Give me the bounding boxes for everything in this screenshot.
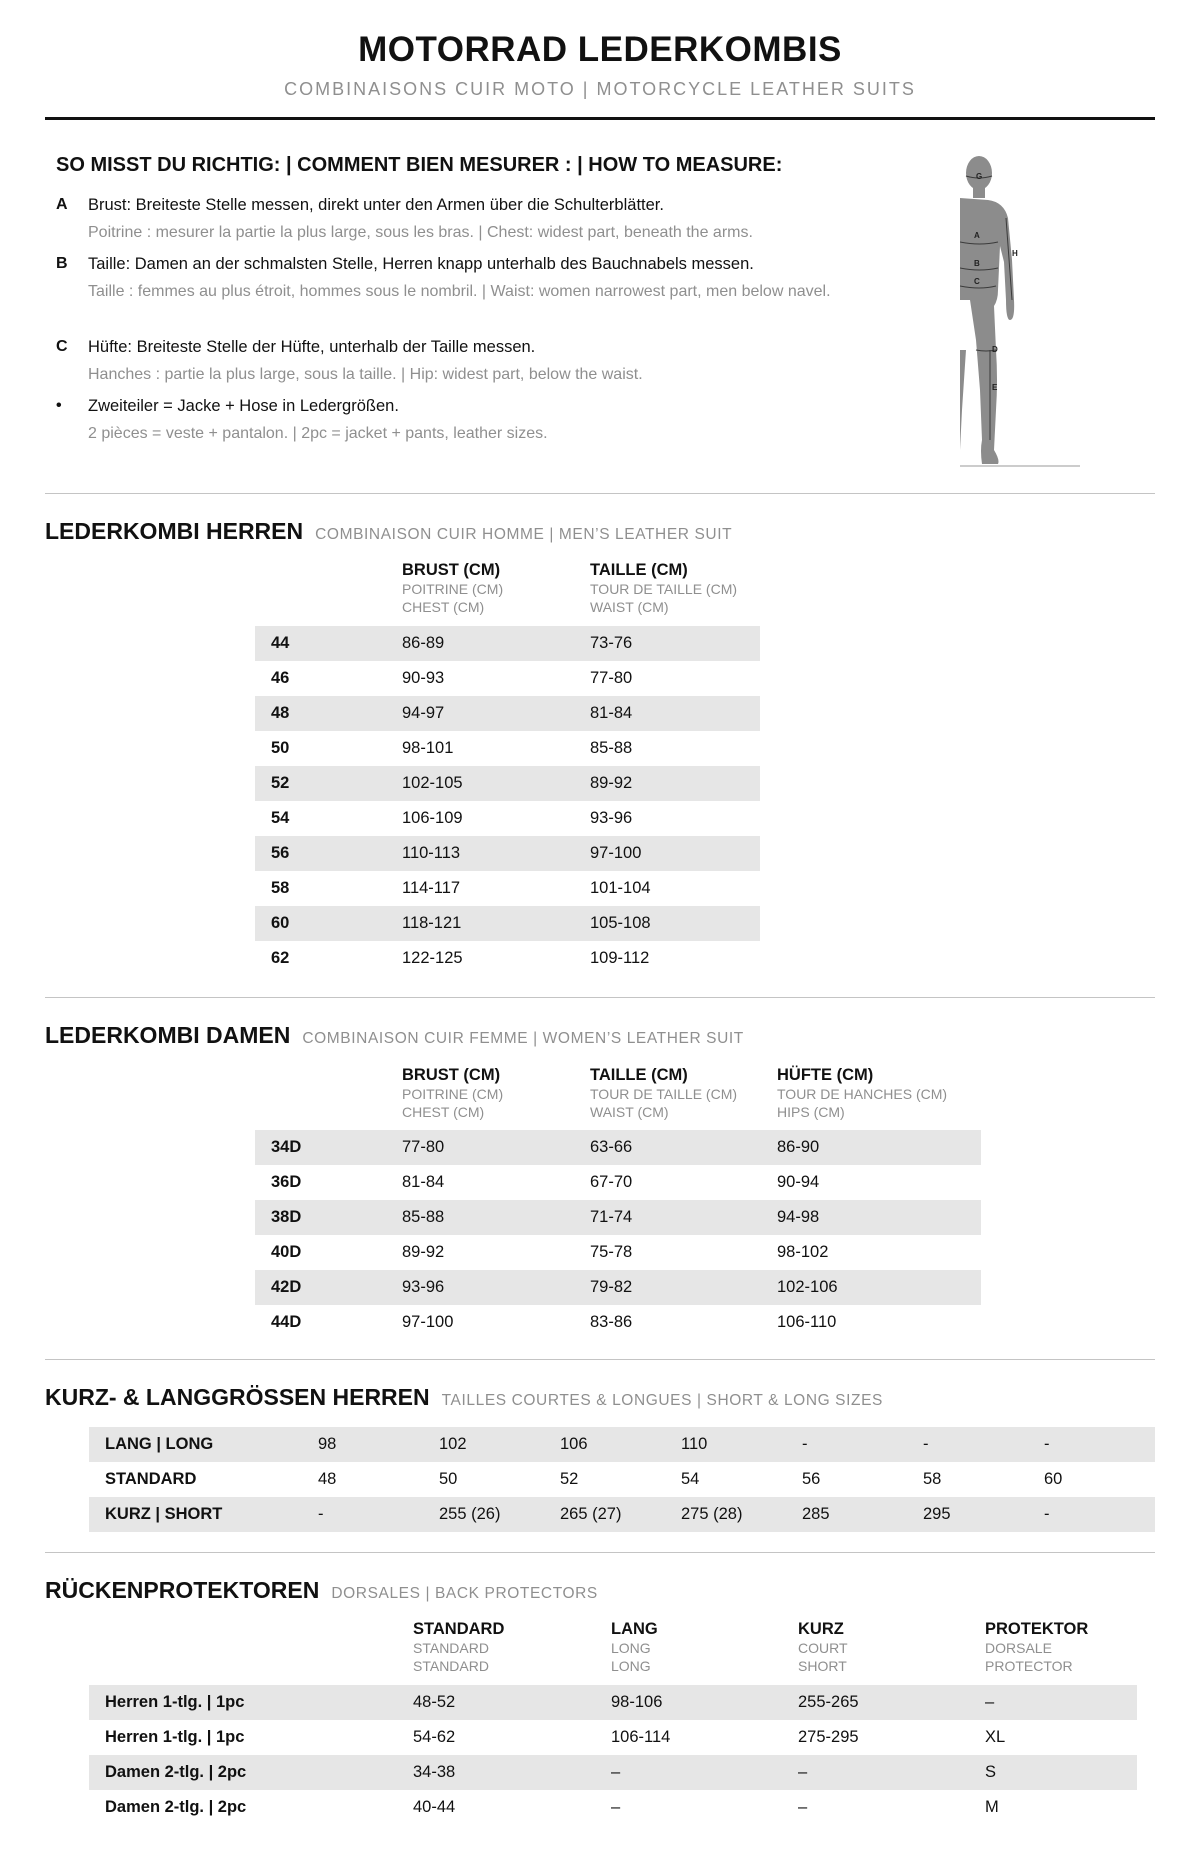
column-header-en: SHORT — [798, 1658, 847, 1674]
chest-cell: 110-113 — [402, 844, 461, 862]
size-cell: 36D — [271, 1173, 302, 1191]
protectors-col-standard — [413, 1620, 504, 1675]
waist-cell: 75-78 — [590, 1243, 633, 1261]
measure-heading: SO MISST DU RICHTIG: | COMMENT BIEN MESURER : | HOW TO MEASURE: — [56, 154, 783, 176]
size-cell: 56 — [271, 844, 290, 862]
column-header-en: LONG — [611, 1658, 651, 1674]
column-header-en: PROTECTOR — [985, 1658, 1073, 1674]
measure-translation: 2 pièces = veste + pantalon. | 2pc = jacket + pants, leather sizes. — [88, 425, 548, 442]
value-cell: 58 — [923, 1470, 942, 1488]
column-header-en: WAIST (CM) — [590, 599, 669, 615]
measure-text: Zweiteiler = Jacke + Hose in Ledergrößen. — [88, 397, 399, 415]
size-cell: 58 — [271, 879, 290, 897]
hips-cell: 90-94 — [777, 1173, 820, 1191]
table-row — [255, 661, 760, 696]
standard-cell: 34-38 — [413, 1763, 456, 1781]
protector-cell: – — [985, 1693, 995, 1711]
waist-cell: 79-82 — [590, 1278, 633, 1296]
column-header: TAILLE (CM) — [590, 561, 688, 579]
column-header: KURZ — [798, 1620, 844, 1638]
women-subtitle: COMBINAISON CUIR FEMME | WOMEN’S LEATHER SUIT — [302, 1030, 744, 1047]
column-header-fr: TOUR DE TAILLE (CM) — [590, 581, 738, 597]
size-cell: 60 — [271, 914, 290, 932]
waist-cell: 89-92 — [590, 774, 633, 792]
value-cell: - — [1044, 1435, 1050, 1453]
short-cell: – — [798, 1798, 808, 1816]
protectors-col-long — [611, 1620, 658, 1675]
chest-cell: 86-89 — [402, 634, 445, 652]
figure-label-c: C — [974, 277, 980, 286]
table-row — [255, 696, 760, 731]
value-cell: 106 — [560, 1435, 588, 1453]
size-cell: 46 — [271, 669, 290, 687]
chest-cell: 106-109 — [402, 809, 463, 827]
value-cell: 102 — [439, 1435, 467, 1453]
column-header-fr: TOUR DE TAILLE (CM) — [590, 1086, 738, 1102]
waist-cell: 73-76 — [590, 634, 633, 652]
value-cell: 52 — [560, 1470, 579, 1488]
value-cell: 110 — [681, 1435, 708, 1453]
section-divider — [45, 493, 1155, 494]
waist-cell: 109-112 — [590, 949, 650, 967]
waist-cell: 81-84 — [590, 704, 633, 722]
value-cell: 98 — [318, 1435, 337, 1453]
table-row — [255, 1270, 981, 1305]
measure-letter: B — [56, 255, 68, 272]
size-cell: 50 — [271, 739, 290, 757]
chest-cell: 81-84 — [402, 1173, 445, 1191]
chest-cell: 98-101 — [402, 739, 454, 757]
chest-cell: 89-92 — [402, 1243, 445, 1261]
row-label: Herren 1-tlg. | 1pc — [105, 1728, 245, 1746]
table-row — [255, 941, 760, 976]
protector-cell: S — [985, 1763, 997, 1781]
column-header-en: CHEST (CM) — [402, 1104, 485, 1120]
value-cell: 50 — [439, 1470, 458, 1488]
table-row — [255, 731, 760, 766]
protectors-subtitle: DORSALES | BACK PROTECTORS — [331, 1585, 598, 1602]
table-row — [89, 1497, 1155, 1532]
chest-cell: 85-88 — [402, 1208, 445, 1226]
row-label: Damen 2-tlg. | 2pc — [105, 1763, 247, 1781]
long-cell: – — [611, 1798, 621, 1816]
column-header-fr: DORSALE — [985, 1640, 1052, 1656]
measure-letter: C — [56, 338, 68, 355]
value-cell: 265 (27) — [560, 1505, 622, 1523]
standard-cell: 40-44 — [413, 1798, 456, 1816]
women-section-title — [45, 1022, 744, 1049]
lengths-section-title — [45, 1384, 883, 1411]
table-row — [255, 1130, 981, 1165]
waist-cell: 63-66 — [590, 1138, 633, 1156]
column-header-fr: POITRINE (CM) — [402, 1086, 504, 1102]
value-cell: 285 — [802, 1505, 830, 1523]
figure-label-e: E — [992, 383, 998, 392]
chest-cell: 90-93 — [402, 669, 445, 687]
hips-cell: 86-90 — [777, 1138, 820, 1156]
value-cell: 54 — [681, 1470, 700, 1488]
women-title: LEDERKOMBI DAMEN — [45, 1022, 291, 1048]
size-cell: 48 — [271, 704, 290, 722]
hips-cell: 102-106 — [777, 1278, 838, 1296]
protectors-title: RÜCKENPROTEKTOREN — [45, 1577, 320, 1603]
men-size-table — [255, 626, 760, 976]
table-row — [255, 1200, 981, 1235]
hips-cell: 106-110 — [777, 1313, 837, 1331]
chest-cell: 97-100 — [402, 1313, 454, 1331]
table-row — [255, 1305, 981, 1340]
section-divider — [45, 1359, 1155, 1360]
figure-label-d: D — [992, 345, 998, 354]
column-header-en: CHEST (CM) — [402, 599, 485, 615]
row-label: STANDARD — [105, 1470, 197, 1488]
chest-cell: 77-80 — [402, 1138, 445, 1156]
bullet-icon: • — [56, 397, 62, 414]
column-header-en: WAIST (CM) — [590, 1104, 669, 1120]
figure-label-a: A — [974, 231, 980, 240]
waist-cell: 71-74 — [590, 1208, 633, 1226]
table-row — [89, 1427, 1155, 1462]
figure-label-g: G — [976, 172, 983, 181]
column-header: LANG — [611, 1620, 658, 1638]
figure-label-h: H — [1012, 249, 1018, 258]
section-divider — [45, 997, 1155, 998]
column-header-en: HIPS (CM) — [777, 1104, 845, 1120]
long-cell: 98-106 — [611, 1693, 663, 1711]
table-row — [255, 1165, 981, 1200]
waist-cell: 93-96 — [590, 809, 633, 827]
size-cell: 54 — [271, 809, 290, 827]
protectors-table — [89, 1685, 1137, 1825]
value-cell: - — [923, 1435, 929, 1453]
value-cell: 48 — [318, 1470, 337, 1488]
women-col-hips — [777, 1066, 947, 1121]
short-cell: 255-265 — [798, 1693, 859, 1711]
table-row — [255, 801, 760, 836]
short-cell: – — [798, 1763, 808, 1781]
chest-cell: 122-125 — [402, 949, 463, 967]
protector-cell: XL — [985, 1728, 1006, 1746]
hips-cell: 98-102 — [777, 1243, 829, 1261]
measure-translation: Hanches : partie la plus large, sous la taille. | Hip: widest part, below the waist. — [88, 366, 643, 383]
value-cell: - — [802, 1435, 808, 1453]
column-header-fr: STANDARD — [413, 1640, 489, 1656]
measure-text: Hüfte: Breiteste Stelle der Hüfte, unterhalb der Taille messen. — [88, 338, 536, 356]
measure-translation: Taille : femmes au plus étroit, hommes sous le nombril. | Waist: women narrowest part, men below navel. — [88, 283, 831, 300]
protectors-col-short — [798, 1620, 848, 1675]
protectors-col-protector — [985, 1620, 1088, 1675]
table-row — [255, 1235, 981, 1270]
men-title: LEDERKOMBI HERREN — [45, 518, 304, 544]
lengths-subtitle: TAILLES COURTES & LONGUES | SHORT & LONG SIZES — [441, 1392, 883, 1409]
long-cell: 106-114 — [611, 1728, 671, 1746]
column-header-fr: LONG — [611, 1640, 651, 1656]
value-cell: 56 — [802, 1470, 821, 1488]
column-header-fr: COURT — [798, 1640, 848, 1656]
body-measurement-figure — [960, 150, 1100, 470]
figure-label-b: B — [974, 259, 980, 268]
column-header: HÜFTE (CM) — [777, 1066, 874, 1084]
men-section-title — [45, 518, 732, 545]
table-row — [255, 626, 760, 661]
waist-cell: 85-88 — [590, 739, 633, 757]
page-subtitle: COMBINAISONS CUIR MOTO | MOTORCYCLE LEATHER SUITS — [284, 79, 916, 99]
women-size-table — [255, 1130, 981, 1340]
size-cell: 42D — [271, 1278, 302, 1296]
chest-cell: 102-105 — [402, 774, 463, 792]
waist-cell: 105-108 — [590, 914, 651, 932]
standard-cell: 54-62 — [413, 1728, 456, 1746]
size-cell: 34D — [271, 1138, 302, 1156]
short-cell: 275-295 — [798, 1728, 859, 1746]
chest-cell: 94-97 — [402, 704, 445, 722]
men-subtitle: COMBINAISON CUIR HOMME | MEN’S LEATHER SUIT — [315, 526, 733, 543]
protector-cell: M — [985, 1798, 999, 1816]
row-label: KURZ | SHORT — [105, 1505, 223, 1523]
men-col-waist — [590, 561, 737, 616]
table-row — [255, 766, 760, 801]
waist-cell: 67-70 — [590, 1173, 633, 1191]
table-row — [89, 1755, 1137, 1790]
men-col-chest — [402, 561, 503, 616]
chest-cell: 114-117 — [402, 879, 461, 897]
size-cell: 62 — [271, 949, 290, 967]
column-header-fr: POITRINE (CM) — [402, 581, 504, 597]
lengths-table — [89, 1427, 1155, 1532]
women-col-waist — [590, 1066, 737, 1121]
table-row — [89, 1685, 1137, 1720]
waist-cell: 83-86 — [590, 1313, 633, 1331]
column-header-en: STANDARD — [413, 1658, 489, 1674]
column-header: TAILLE (CM) — [590, 1066, 688, 1084]
hips-cell: 94-98 — [777, 1208, 820, 1226]
table-row — [255, 906, 760, 941]
column-header: STANDARD — [413, 1620, 505, 1638]
row-label: Damen 2-tlg. | 2pc — [105, 1798, 247, 1816]
table-row — [255, 871, 760, 906]
size-cell: 40D — [271, 1243, 302, 1261]
column-header: PROTEKTOR — [985, 1620, 1089, 1638]
table-row — [89, 1462, 1155, 1497]
protectors-section-title — [45, 1577, 598, 1604]
column-header: BRUST (CM) — [402, 561, 501, 579]
size-cell: 44D — [271, 1313, 302, 1331]
value-cell: 295 — [923, 1505, 951, 1523]
size-cell: 44 — [271, 634, 290, 652]
row-label: Herren 1-tlg. | 1pc — [105, 1693, 245, 1711]
standard-cell: 48-52 — [413, 1693, 456, 1711]
long-cell: – — [611, 1763, 621, 1781]
measure-text: Brust: Breiteste Stelle messen, direkt unter den Armen über die Schulterblätter. — [88, 196, 664, 214]
waist-cell: 101-104 — [590, 879, 651, 897]
table-row — [89, 1790, 1137, 1825]
value-cell: 255 (26) — [439, 1505, 501, 1523]
measure-text: Taille: Damen an der schmalsten Stelle, Herren knapp unterhalb des Bauchnabels messen. — [88, 255, 754, 273]
chest-cell: 93-96 — [402, 1278, 445, 1296]
waist-cell: 77-80 — [590, 669, 633, 687]
women-col-chest — [402, 1066, 503, 1121]
size-cell: 38D — [271, 1208, 302, 1226]
value-cell: - — [318, 1505, 324, 1523]
waist-cell: 97-100 — [590, 844, 642, 862]
value-cell: 275 (28) — [681, 1505, 743, 1523]
row-label: LANG | LONG — [105, 1435, 214, 1453]
size-cell: 52 — [271, 774, 290, 792]
header-divider — [45, 117, 1155, 120]
lengths-title: KURZ- & LANGGRÖSSEN HERREN — [45, 1384, 430, 1410]
chest-cell: 118-121 — [402, 914, 462, 932]
column-header: BRUST (CM) — [402, 1066, 501, 1084]
table-row — [255, 836, 760, 871]
table-row — [89, 1720, 1137, 1755]
section-divider — [45, 1552, 1155, 1553]
measure-letter: A — [56, 196, 68, 213]
value-cell: - — [1044, 1505, 1050, 1523]
value-cell: 60 — [1044, 1470, 1063, 1488]
page-title: MOTORRAD LEDERKOMBIS — [358, 30, 842, 69]
column-header-fr: TOUR DE HANCHES (CM) — [777, 1086, 948, 1102]
measure-translation: Poitrine : mesurer la partie la plus large, sous les bras. | Chest: widest part, beneath the arms. — [88, 224, 753, 241]
